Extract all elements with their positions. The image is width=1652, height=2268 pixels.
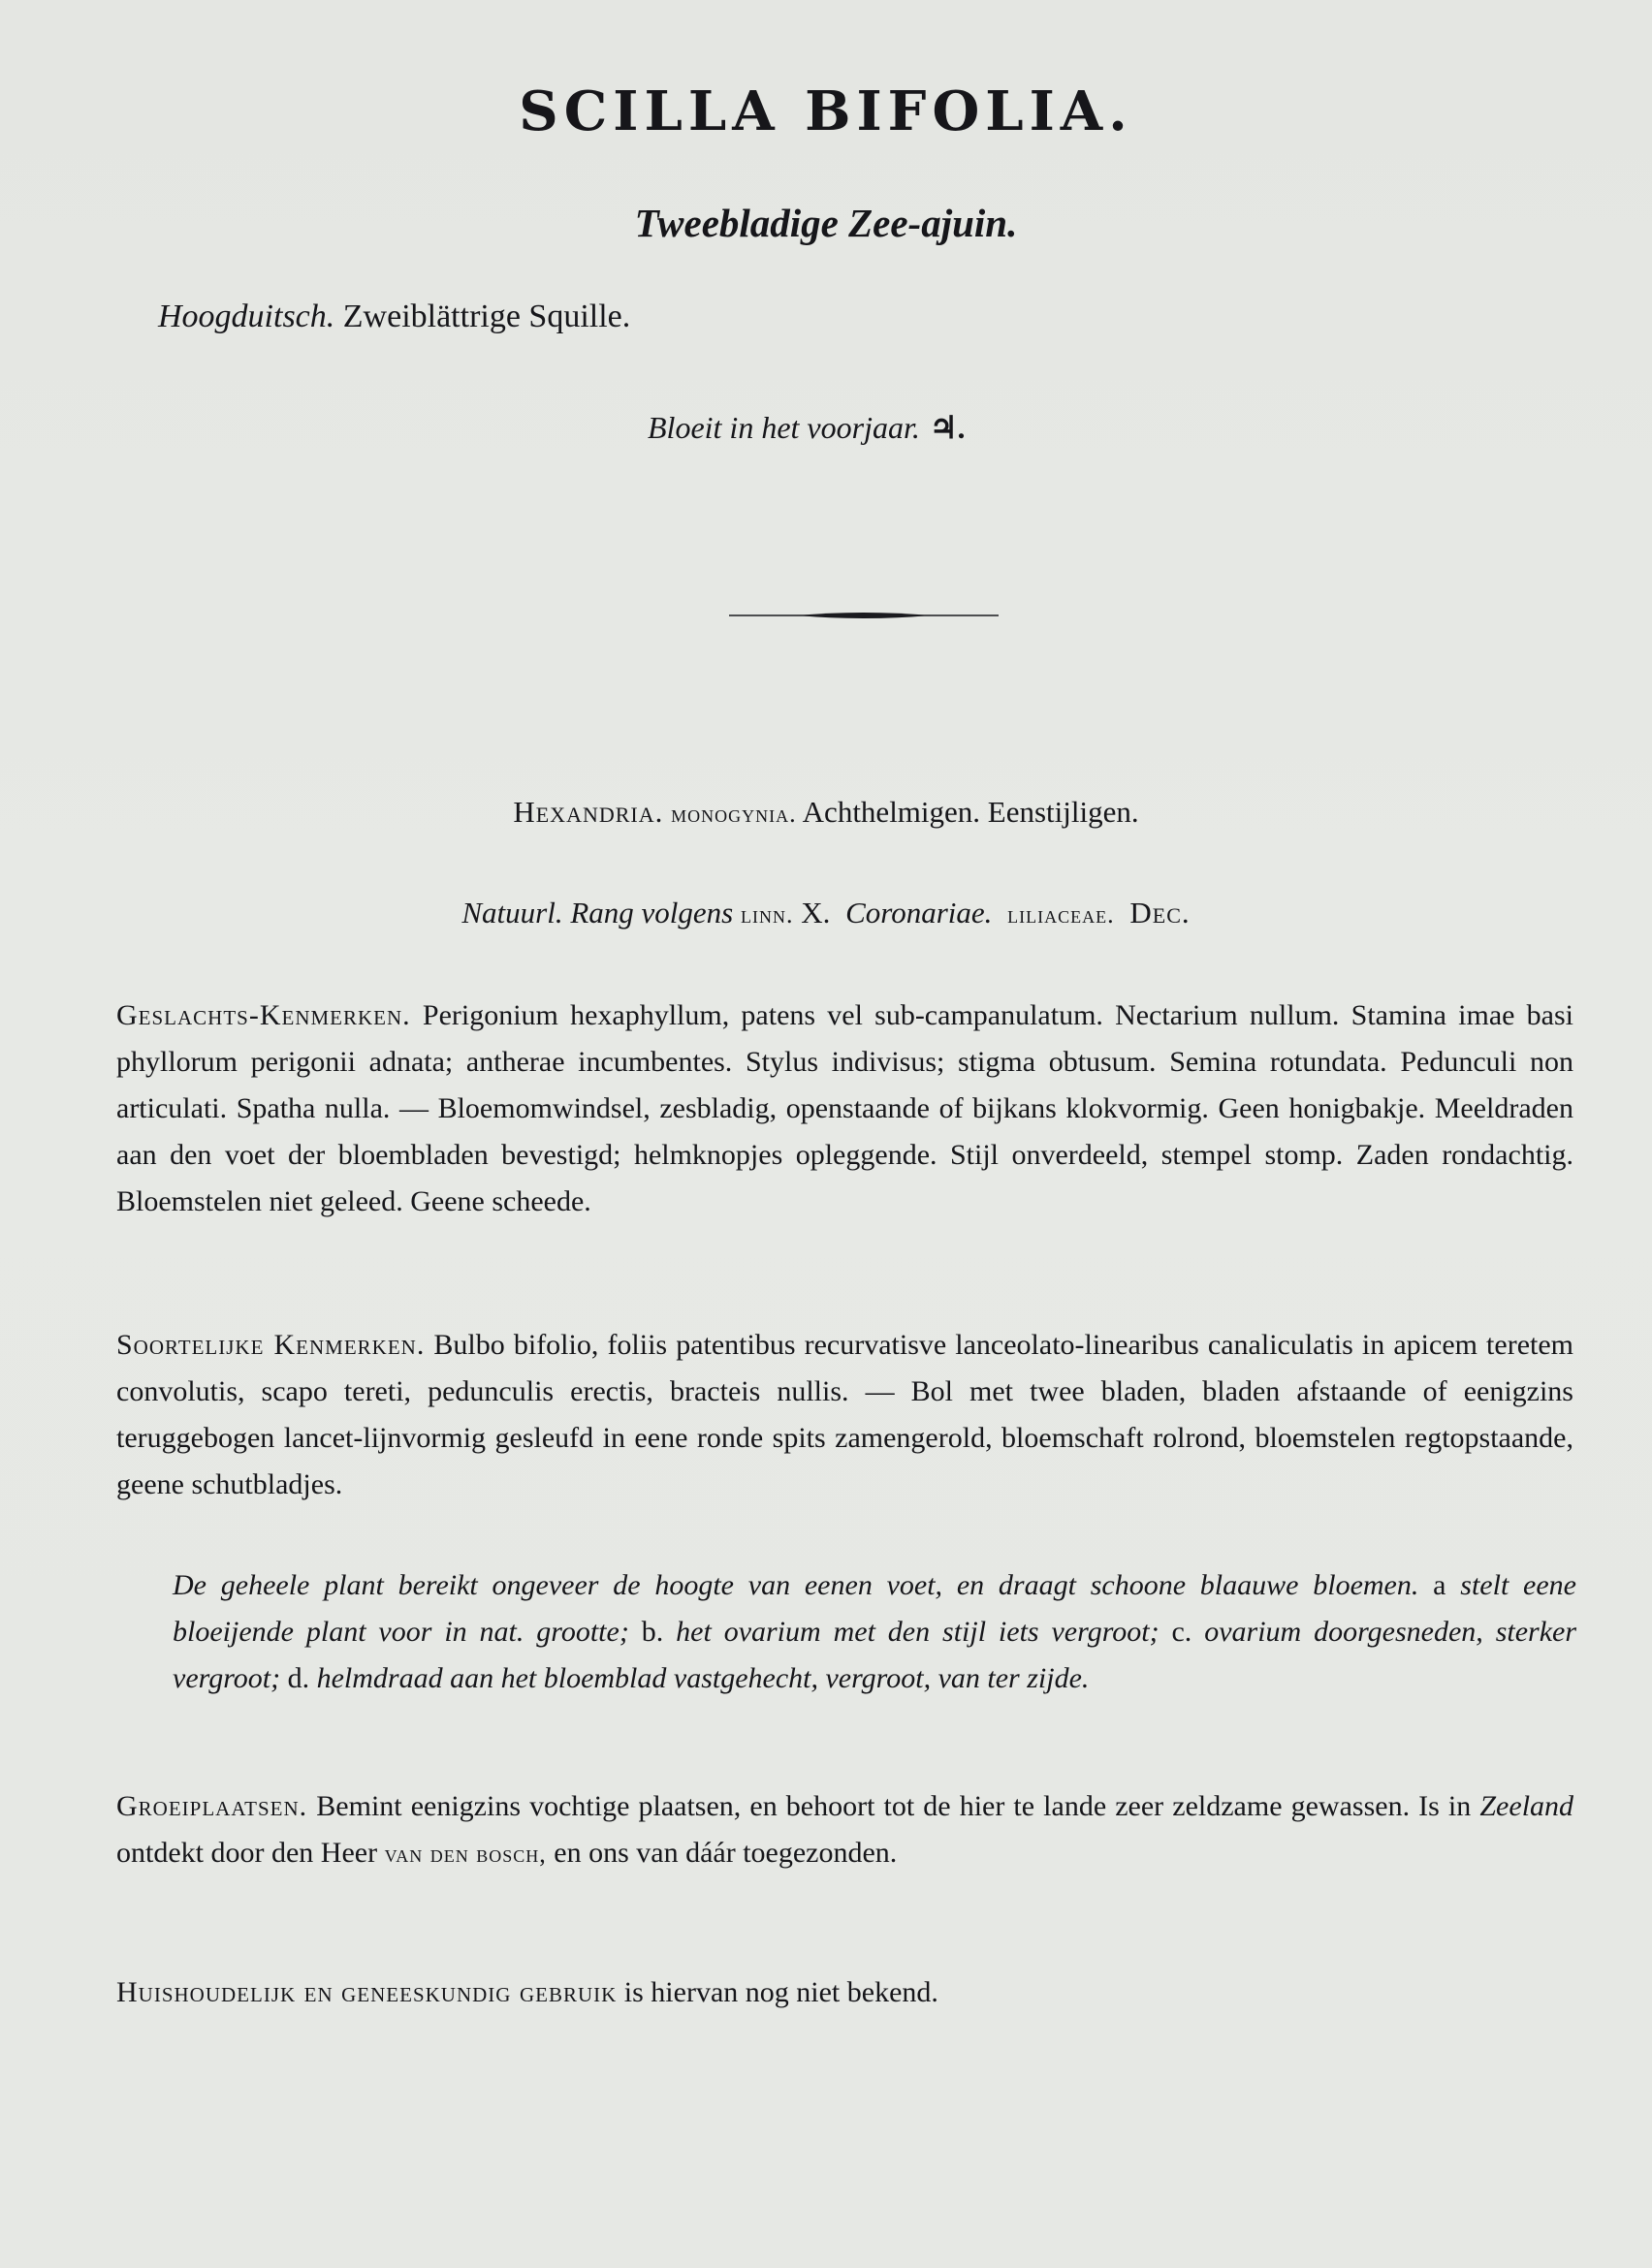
usage-paragraph <box>116 1969 1573 2016</box>
german-name-line <box>158 299 630 335</box>
usage-text: is hiervan nog niet bekend. <box>623 1976 938 2008</box>
plate-description <box>173 1562 1576 1702</box>
fig-c-letter: c. <box>1171 1616 1192 1648</box>
habitat-text-3: en ons van dáár toegezonden. <box>554 1837 898 1869</box>
species-characteristics <box>116 1322 1573 1508</box>
usage-label: Huishoudelijk en geneeskundig gebruik <box>116 1976 618 2008</box>
ornamental-rule <box>729 611 999 620</box>
german-name: Zweiblättrige Squille. <box>342 299 631 334</box>
fig-c-text: ovarium doorgesneden, sterker vergroot; <box>173 1616 1577 1694</box>
bloom-line <box>648 409 966 446</box>
bloom-text: Bloeit in het voorjaar. <box>648 410 920 445</box>
fig-b-letter: b. <box>641 1616 664 1648</box>
german-label: Hoogduitsch. <box>158 299 335 334</box>
order-name: monogynia. <box>671 800 797 828</box>
fig-a-letter: a <box>1433 1569 1446 1601</box>
natural-rank-lead: Natuurl. Rang volgens <box>461 896 734 929</box>
coronariae: Coronariae. <box>845 896 993 929</box>
classification-line <box>0 795 1652 830</box>
classification-dutch: Achthelmigen. Eenstijligen. <box>802 795 1139 829</box>
rank-number: X. <box>801 896 831 929</box>
habitat-zeeland: Zeeland <box>1479 1790 1574 1822</box>
natural-rank-line <box>0 896 1652 930</box>
habitat-label: Groeiplaatsen. <box>116 1790 308 1822</box>
genus-label: Geslachts-Kenmerken. <box>116 999 411 1031</box>
class-name: Hexandria. <box>513 795 664 829</box>
liliaceae: liliaceae. <box>1007 900 1115 929</box>
description-intro: De geheele plant bereikt ongeveer de hoogte van eenen voet, en draagt schoone blaauwe bloemen. <box>173 1569 1419 1601</box>
linn-abbrev: linn. <box>740 900 794 929</box>
species-text: Bulbo bifolio, foliis patentibus recurvatisve lanceolato-linearibus canaliculatis in apicem teretem convolutis, scapo tereti, pedunculis erectis, bracteis nullis. — Bol met twee bladen, bladen afstaande of eenigzins teruggebogen lancet-lijnvormig gesleufd in eene ronde spits zamengerold, bloemschaft rolrond, bloemstelen regtopstaande, geene schutbladjes. <box>116 1329 1573 1500</box>
perennial-symbol: ♃. <box>929 410 966 445</box>
dec-abbrev: Dec. <box>1129 896 1191 929</box>
genus-characteristics <box>116 992 1573 1225</box>
fig-a-text: stelt eene bloeijende plant voor in nat. grootte; <box>173 1569 1577 1648</box>
habitat-text-2: ontdekt door den Heer <box>116 1837 378 1869</box>
species-label: Soortelijke Kenmerken. <box>116 1329 426 1361</box>
habitat-paragraph <box>116 1783 1573 1877</box>
habitat-name: van den bosch, <box>384 1840 547 1868</box>
fig-b-text: het ovarium met den stijl iets vergroot; <box>676 1616 1160 1648</box>
page-title: SCILLA BIFOLIA. <box>519 79 1133 143</box>
fig-d-text: helmdraad aan het bloemblad vastgehecht, vergroot, van ter zijde. <box>316 1662 1090 1694</box>
fig-d-letter: d. <box>287 1662 310 1694</box>
habitat-text-1: Bemint eenigzins vochtige plaatsen, en behoort tot de hier te lande zeer zeldzame gewassen. Is in <box>316 1790 1472 1822</box>
dutch-name: Tweebladige Zee-ajuin. <box>634 201 1018 245</box>
genus-text: Perigonium hexaphyllum, patens vel sub-campanulatum. Nectarium nullum. Stamina imae basi phyllorum perigonii adnata; antherae incumbentes. Stylus indivisus; stigma obtusum. Semina rotundata. Pedunculi non articulati. Spatha nulla. — Bloemomwindsel, zesbladig, openstaande of bijkans klokvormig. Geen honigbakje. Meeldraden aan den voet der bloembladen bevestigd; helmknopjes opleggende. Stijl onverdeeld, stempel stomp. Zaden rondachtig. Bloemstelen niet geleed. Geene scheede. <box>116 999 1574 1217</box>
